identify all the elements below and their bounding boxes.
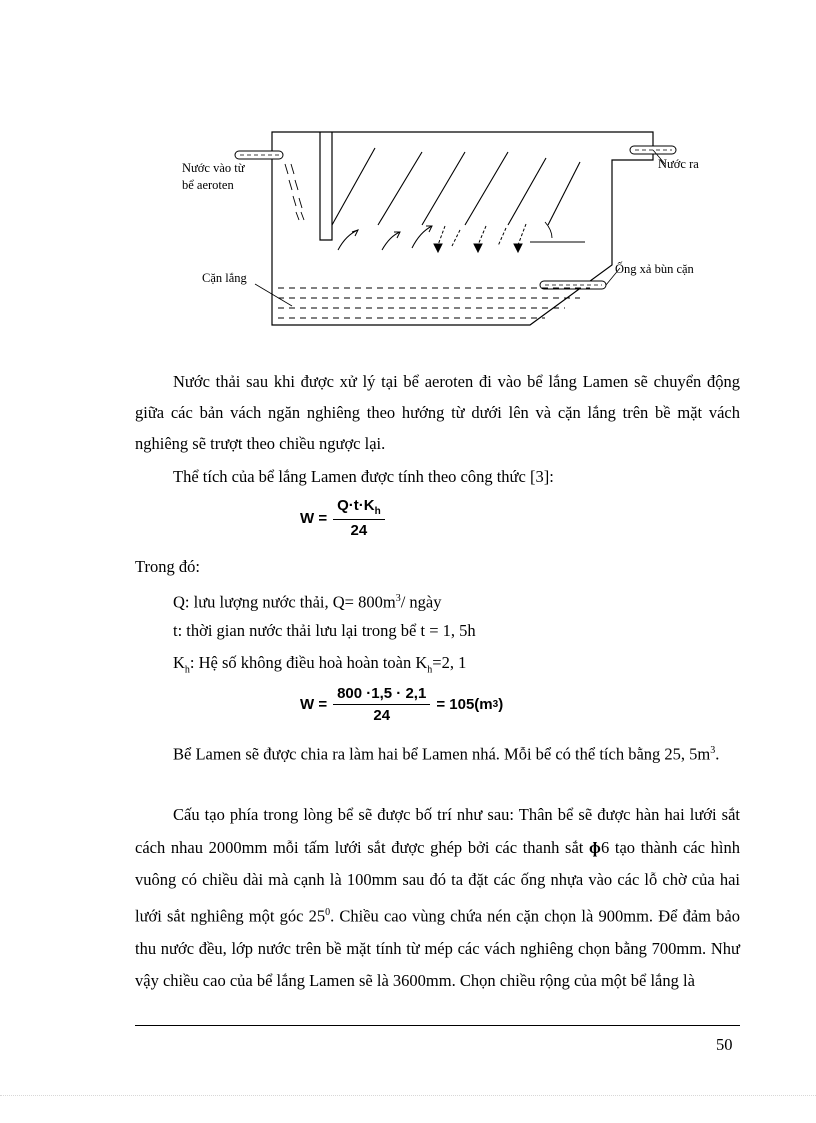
paragraph-volume-formula: Thể tích của bể lắng Lamen được tính theo công thức [3]:: [173, 467, 554, 486]
page-edge-dots: [0, 1095, 816, 1096]
definition-k: [173, 653, 466, 680]
definition-q-sup: 3: [395, 593, 401, 604]
definition-k-text: : Hệ số không điều hoà hoàn toàn K: [189, 653, 428, 672]
formula2-rhs-sup: 3: [492, 699, 499, 710]
definition-k-symbol: K: [173, 653, 185, 672]
label-drain: Ống xả bùn cặn: [615, 262, 694, 276]
where-label: Trong đó:: [135, 557, 200, 576]
paragraph-intro: Nước thải sau khi được xử lý tại bể aeroten đi vào bể lắng Lamen sẽ chuyển động giữa các bản vách ngăn nghiêng theo hướng từ dưới lên và cặn lắng trên bề mặt vách nghiêng sẽ trượt theo chiều ngược lại.: [135, 372, 740, 453]
label-sludge: Cặn lắng: [202, 271, 247, 285]
definition-q: [173, 589, 442, 613]
p3-end: .: [715, 744, 720, 764]
paragraph-structure: [135, 799, 740, 998]
formula2-rhs: = 105(m: [436, 696, 493, 713]
p4-sup: 0: [325, 906, 331, 918]
p4-text-c: . Chiều cao vùng chứa nén cặn chọn là 900mm. Để đảm bảo thu nước đều, lớp nước trên bề mặt tính từ mép các vách nghiêng chọn bằng 700mm. Như vậy chiều cao của bể lắng Lamen sẽ là 3600mm. Chọn chiều rộng của một bể lắng là: [135, 906, 740, 990]
label-inlet-line1: Nước vào từ: [182, 161, 245, 175]
formula2-fraction: [333, 685, 430, 724]
label-outlet: Nước ra: [658, 157, 699, 171]
formula-numerator: Q·t·K: [337, 497, 375, 514]
formula-volume-result: [300, 685, 503, 724]
paragraph-split-tanks: [135, 735, 740, 770]
definition-t: t: thời gian nước thải lưu lại trong bể t = 1, 5h: [173, 621, 476, 640]
tank-outline: [272, 132, 653, 325]
p4-text-a: Cấu tạo phía trong lòng bể sẽ được bố trí như sau: Thân bể sẽ được hàn hai lưới sắt cách nhau 2000mm mỗi tấm lưới sắt được ghép bởi các thanh sắt: [135, 805, 740, 857]
formula-denominator: 24: [350, 522, 368, 539]
sludge-layer: [278, 288, 590, 318]
definition-k-value: =2, 1: [432, 653, 467, 672]
formula2-rhs-end: ): [498, 696, 504, 713]
inlet-baffle: [320, 132, 332, 240]
footer-rule: [135, 1025, 740, 1026]
sludge-leader: [255, 284, 292, 306]
formula2-denominator: 24: [373, 707, 391, 724]
formula-lhs: W =: [300, 509, 328, 527]
formula-fraction: [333, 497, 385, 539]
formula-numerator-sub: h: [374, 506, 381, 517]
formula2-lhs: W =: [300, 696, 328, 713]
inclined-plates: [332, 148, 580, 225]
p3-sup: 3: [710, 745, 716, 756]
label-inlet-line2: bể aeroten: [182, 178, 234, 192]
definition-q-unit: / ngày: [400, 592, 442, 612]
sludge-slide-arrows: [434, 224, 526, 252]
phi-symbol: ɸ: [589, 837, 601, 857]
lamella-settler-diagram: [160, 120, 760, 340]
page-number: 50: [716, 1035, 733, 1054]
upflow-arrows: [338, 226, 432, 250]
p3-text: Bể Lamen sẽ được chia ra làm hai bể Lamen nhá. Mỗi bể có thể tích bằng 25, 5m: [173, 744, 711, 764]
formula2-numerator: 800 ·1,5 · 2,1: [333, 685, 430, 705]
formula-volume: [300, 497, 391, 539]
definition-k-sub: h: [184, 664, 190, 676]
definition-k-sub2: h: [427, 664, 433, 676]
inlet-flow-marks: [285, 164, 304, 220]
p4-text-b: 6 tạo thành các hình vuông có chiều dài mà cạnh là 100mm sau đó ta đặt các ống nhựa vào các lỗ chờ của hai lưới sắt nghiêng một góc 25: [135, 837, 741, 925]
definition-q-text: Q: lưu lượng nước thải, Q= 800m: [173, 592, 396, 612]
